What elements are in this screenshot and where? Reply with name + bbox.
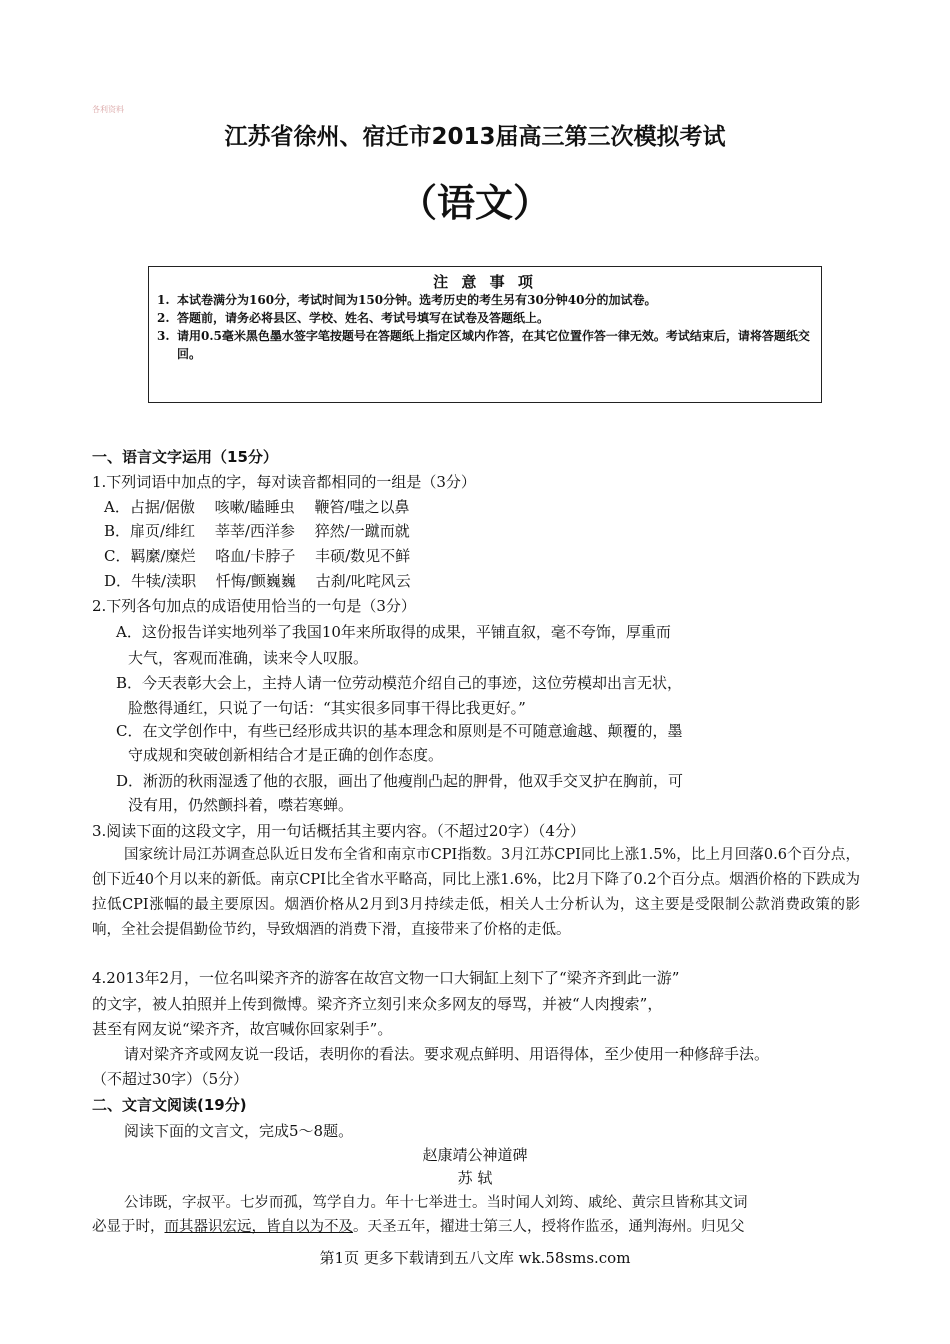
q1-option-a: A．占据/倨傲 咳嗽/瞌睡虫 鞭笞/嗤之以鼻 <box>104 498 410 516</box>
q1-stem: 1.下列词语中加点的字，每对读音都相同的一组是（3分） <box>92 473 476 491</box>
q1-option-c: C．羁縻/糜烂 咯血/卡脖子 丰硕/数见不鲜 <box>104 547 411 565</box>
notice-title: 注 意 事 项 <box>433 273 537 291</box>
essay-title: 赵康靖公神道碑 <box>422 1146 528 1164</box>
notice-item-number: 2. <box>157 311 170 325</box>
page-footer: 第1页 更多下载请到五八文库 wk.58sms.com <box>319 1249 631 1267</box>
section2-intro: 阅读下面的文言文，完成5～8题。 <box>124 1122 354 1140</box>
essay-line2-end: 。天圣五年，擢进士第三人，授将作监丞，通判海州。归见父 <box>353 1219 745 1235</box>
exam-title: 江苏省徐州、宿迁市2013届高三第三次模拟考试 <box>224 124 726 150</box>
essay-line2-start: 必显于时， <box>92 1219 165 1235</box>
essay-line2 <box>92 1217 745 1237</box>
q2-option-b-line1: B．今天表彰大会上，主持人请一位劳动模范介绍自己的事迹，这位劳模却出言无状， <box>116 674 683 692</box>
q3-passage: 国家统计局江苏调查总队近日发布全省和南京市CPI指数。3月江苏CPI同比上涨1.5%，比上月回落0.6个百分点，创下近40个月以来的新低。南京CPI比全省水平略高，同比上涨1.6%，比2月下降了0.2个百分点。烟酒价格的下跌成为拉低CPI涨幅的最主要原因。烟酒价格从2月到3月持续走低，相关人士分析认为，这主要是受限制公款消费政策的影响，全社会提倡勤俭节约，导致烟酒的消费下滑，直接带来了价格的走低。 <box>92 847 860 938</box>
q2-option-d-line2: 没有用，仍然颤抖着，噤若寒蝉。 <box>128 796 354 814</box>
q4-line2: 的文字，被人拍照并上传到微博。梁齐齐立刻引来众多网友的辱骂，并被“人肉搜索”， <box>92 995 663 1013</box>
q2-option-a-line1: A．这份报告详实地列举了我国10年来所取得的成果，平铺直叙，毫不夸饰，厚重而 <box>116 623 671 641</box>
q4-line5: （不超过30字）（5分） <box>92 1070 249 1088</box>
q2-stem: 2.下列各句加点的成语使用恰当的一句是（3分） <box>92 597 416 615</box>
section2-heading: 二、文言文阅读(19分) <box>92 1096 247 1114</box>
q4-line1: 4.2013年2月，一位名叫梁齐齐的游客在故宫文物一口大铜缸上刻下了“梁齐齐到此一游” <box>92 969 680 987</box>
notice-item <box>157 291 817 309</box>
notice-box <box>148 266 822 403</box>
essay-author: 苏 轼 <box>457 1169 493 1187</box>
q1-option-d: D．牛犊/渎职 忏悔/颤巍巍 古刹/叱咤风云 <box>104 572 411 590</box>
q4-line4: 请对梁齐齐或网友说一段话，表明你的看法。要求观点鲜明、用语得体，至少使用一种修辞手法。 <box>124 1045 770 1063</box>
q2-option-a-line2: 大气，客观而准确，读来令人叹服。 <box>128 649 369 667</box>
q2-option-b-line2: 脸憋得通红，只说了一句话：“其实很多同事干得比我更好。” <box>128 699 526 717</box>
q1-option-b: B．扉页/绯红 莘莘/西洋参 猝然/一蹴而就 <box>104 522 410 540</box>
notice-item-number: 1. <box>157 293 170 307</box>
notice-item <box>157 309 817 327</box>
q2-option-c-line1: C．在文学创作中，有些已经形成共识的基本理念和原则是不可随意逾越、颠覆的，墨 <box>116 722 683 740</box>
q4-line3: 甚至有网友说“梁齐齐，故宫喊你回家剁手”。 <box>92 1020 393 1038</box>
q3-stem: 3.阅读下面的这段文字，用一句话概括其主要内容。（不超过20字）（4分） <box>92 822 585 840</box>
exam-subtitle: （语文） <box>398 181 551 225</box>
essay-underlined-phrase: 而其器识宏远，皆自以为不及 <box>164 1219 353 1235</box>
notice-item <box>157 327 817 363</box>
q2-option-d-line1: D．淅沥的秋雨湿透了他的衣服，画出了他瘦削凸起的胛骨，他双手交叉护在胸前，可 <box>116 772 684 790</box>
q2-option-c-line2: 守成规和突破创新相结合才是正确的创作态度。 <box>128 746 444 764</box>
notice-item-number: 3. <box>157 329 170 343</box>
notice-item-text: 本试卷满分为160分，考试时间为150分钟。选考历史的考生另有30分钟40分的加试卷。 <box>177 293 657 307</box>
notice-item-text: 请用0.5毫米黑色墨水签字笔按题号在答题纸上指定区域内作答，在其它位置作答一律无效。考试结束后，请将答题纸交回。 <box>177 329 810 361</box>
essay-line1: 公讳既，字叔平。七岁而孤，笃学自力。年十七举进士。当时闻人刘筠、戚纶、黄宗旦皆称其文词 <box>124 1195 748 1211</box>
section1-heading: 一、语言文字运用（15分） <box>92 448 278 466</box>
notice-item-text: 答题前，请务必将县区、学校、姓名、考试号填写在试卷及答题纸上。 <box>177 311 550 325</box>
watermark-text: 各利资料 <box>92 105 124 114</box>
